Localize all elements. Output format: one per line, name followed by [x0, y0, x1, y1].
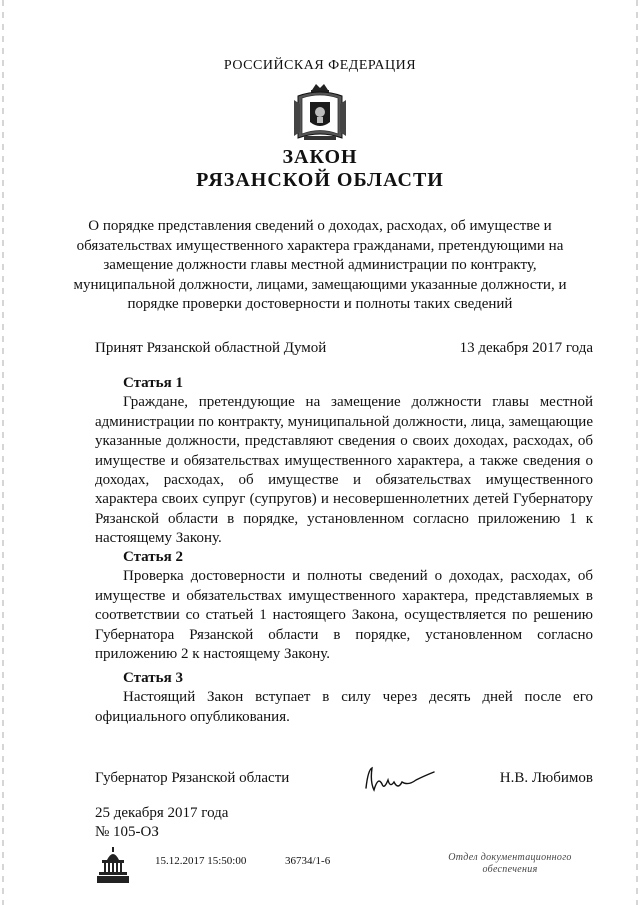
duma-building-icon	[96, 846, 130, 884]
department-stamp-line1: Отдел документационного	[448, 852, 572, 863]
article-text: Проверка достоверности и полноты сведений о доходах, расходах, об имуществе и обязательствах имущественного характера, представляемых в соответствии со статьей 1 настоящего Закона, осуществляется по решению Губернатора Рязанской области в порядке, установленном согласно приложению 2 к настоящему Закону.	[95, 568, 593, 663]
handwritten-signature	[360, 762, 440, 796]
article-heading: Статья 3	[123, 670, 183, 686]
article-3	[95, 669, 593, 727]
registration-code: 36734/1-6	[285, 855, 331, 867]
article-heading: Статья 2	[123, 549, 183, 565]
article-text: Настоящий Закон вступает в силу через десять дней после его официального опубликования.	[95, 689, 593, 725]
scan-edge-left	[2, 0, 4, 905]
country-heading: РОССИЙСКАЯ ФЕДЕРАЦИЯ	[223, 58, 417, 73]
signing-date: 25 декабря 2017 года	[95, 805, 229, 821]
governor-position: Губернатор Рязанской области	[95, 770, 290, 786]
adoption-date: 13 декабря 2017 года	[459, 340, 593, 356]
registration-timestamp: 15.12.2017 15:50:00	[155, 855, 247, 867]
article-heading: Статья 1	[123, 375, 183, 391]
coat-of-arms-icon	[292, 82, 348, 144]
governor-name: Н.В. Любимов	[499, 770, 593, 786]
law-subject: О порядке представления сведений о доходах, расходах, об имуществе и обязательствах имущественного характера гражданами, претендующими на замещение должности главы местной администрации по контракту, муниципальной должности, лицами, замещающими указанные должности, и порядке проверки достоверности и полноты таких сведений	[73, 218, 567, 312]
law-number: № 105-ОЗ	[95, 824, 159, 840]
department-stamp-line2: обеспечения	[482, 864, 538, 875]
department-stamp	[440, 852, 580, 876]
adopted-by: Принят Рязанской областной Думой	[95, 340, 327, 356]
law-title-line2: РЯЗАНСКОЙ ОБЛАСТИ	[196, 169, 444, 191]
article-1	[95, 374, 593, 549]
law-title-line1: ЗАКОН	[282, 146, 358, 168]
scan-edge-right	[636, 0, 638, 905]
article-text: Граждане, претендующие на замещение должности главы местной администрации по контракту, муниципальной должности, лица, замещающие указанные должности, представляют сведения о своих доходах, расходах, об имуществе и обязательствах имущественного характера, а также сведения о доходах, расходах, об имуществе и обязательствах имущественного характера своих супруг (супругов) и несовершеннолетних детей Губернатору Рязанской области в порядке, установленном согласно приложению 1 к настоящему Закону.	[95, 394, 593, 547]
article-2	[95, 548, 593, 664]
